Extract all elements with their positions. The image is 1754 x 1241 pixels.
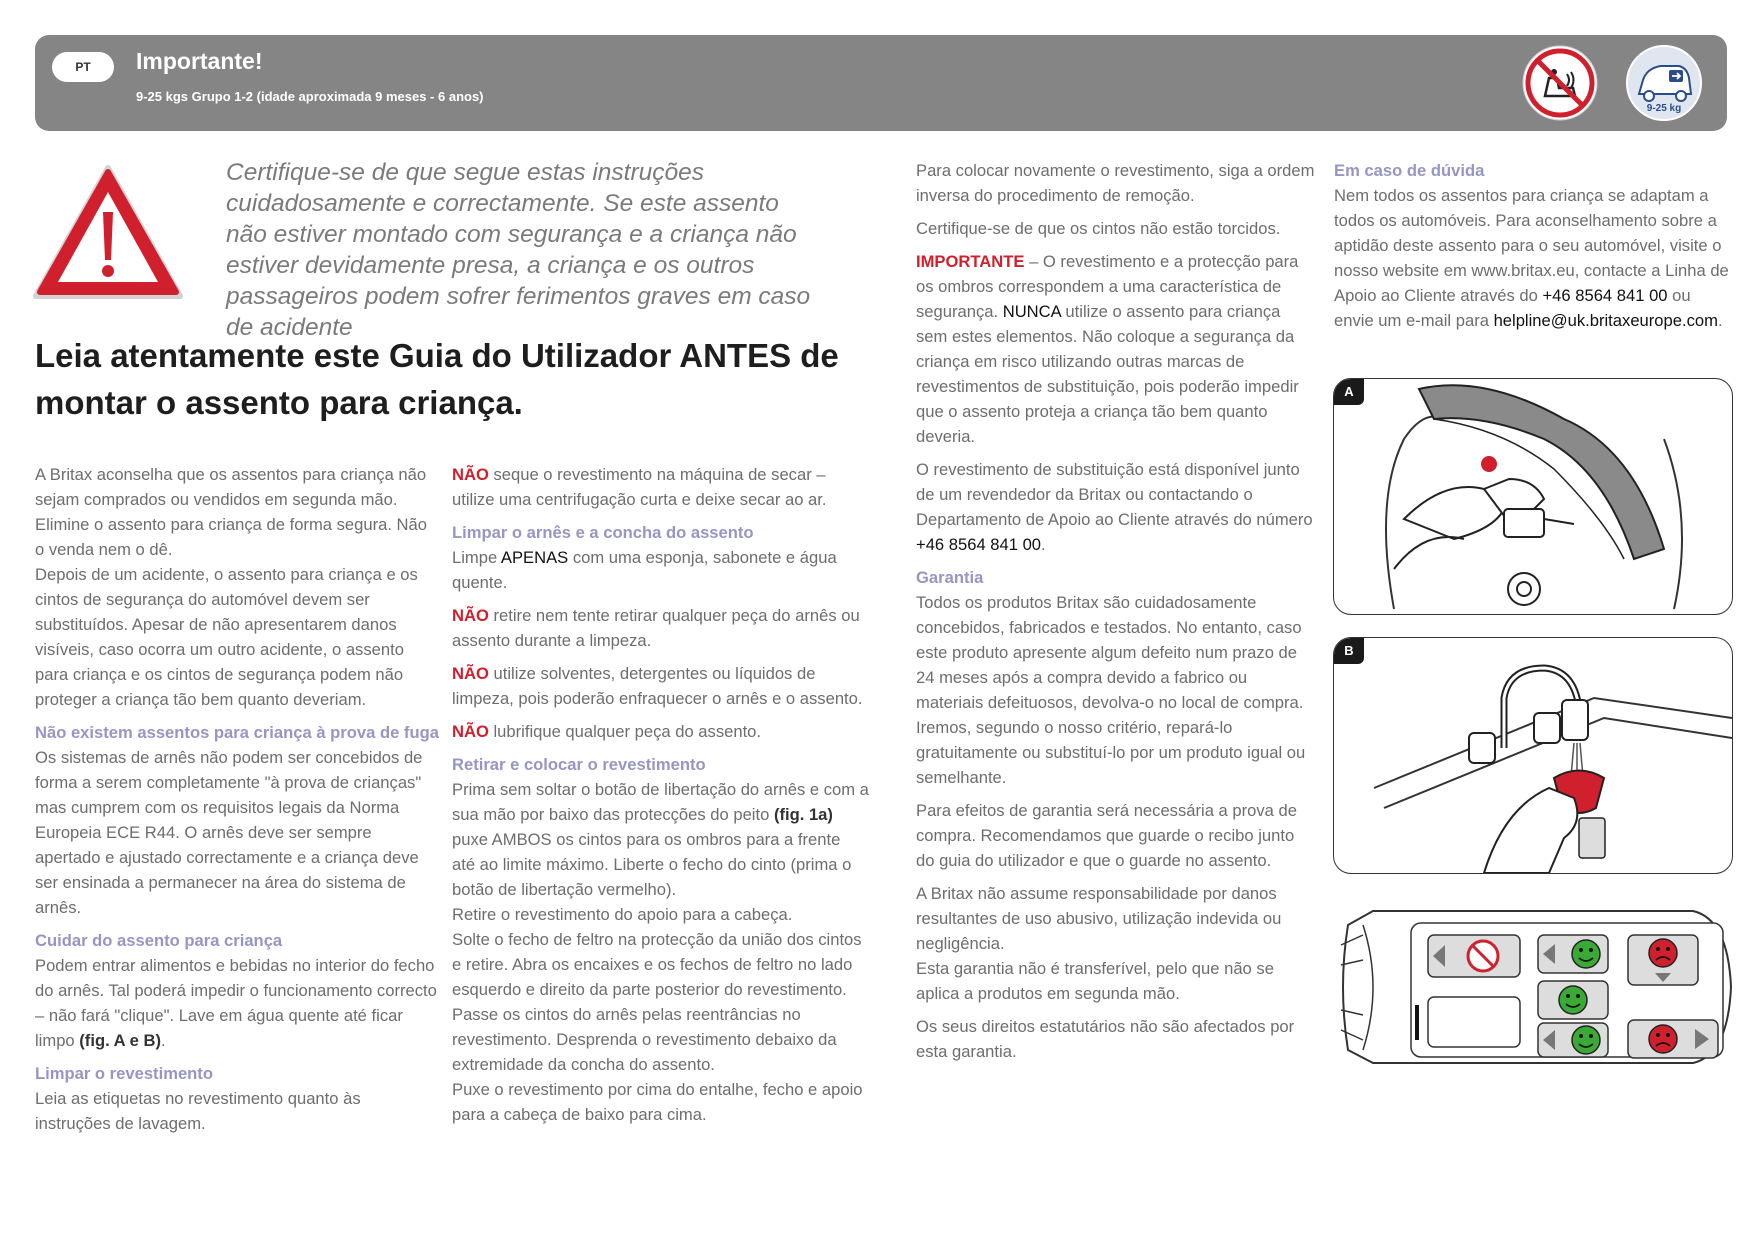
section-heading: Em caso de dúvida [1334, 161, 1485, 180]
figure-reference: (fig. 1a) [773, 805, 833, 824]
language-badge: PT [52, 52, 114, 82]
nao-emphasis: NÃO [452, 465, 489, 484]
col3-paragraph: Os seus direitos estatutários não são afectados por esta garantia. [916, 1017, 1295, 1061]
nao-emphasis: NÃO [452, 664, 489, 683]
nao-emphasis: NÃO [452, 606, 489, 625]
col3-paragraph: Para colocar novamente o revestimento, siga a ordem inversa do procedimento de remoção. [916, 161, 1315, 205]
col3-paragraph: Certifique-se de que os cintos não estão torcidos. [916, 219, 1281, 238]
col2-paragraph: Solte o fecho de feltro na protecção da união dos cintos e retire. Abra os encaixes e os fechos de feltro no lado esquerdo e direito da parte posterior do revestimento. Passe os cintos do arnês pelas reentrâncias no revestimento. Desprenda o revestimento debaixo da extremidade da concha do assento. [452, 930, 862, 1074]
col3-paragraph: Todos os produtos Britax são cuidadosamente concebidos, fabricados e testados. No entanto, caso este produto apresente algum defeito num prazo de 24 meses após a compra devido a fabrico ou materiais defeituosos, devolva-o no local de compra. Iremos, segundo o nosso critério, repará-lo gratuitamente ou substituí-lo por um produto igual ou semelhante. [916, 593, 1306, 787]
col2-paragraph: NÃO lubrifique qualquer peça do assento. [452, 722, 762, 741]
warning-statement: Certifique-se de que segue estas instruções cuidadosamente e correctamente. Se este assento não estiver montado com segurança e a criança não estiver devidamente presa, a criança e os outros passageiros podem sofrer ferimentos graves em caso de acidente [226, 159, 811, 341]
col1-paragraph: Leia as etiquetas no revestimento quanto às instruções de lavagem. [35, 1089, 361, 1133]
section-heading: Não existem assentos para criança à prova de fuga [35, 723, 439, 742]
weight-group-icon [1625, 44, 1703, 122]
col1-paragraph: Podem entrar alimentos e bebidas no interior do fecho do arnês. Tal poderá impedir o funcionamento correcto – não fará "clique". Lave em água quente até ficar limpo (fig. A e B). [35, 956, 437, 1050]
col3-paragraph: IMPORTANTE – O revestimento e a protecção para os ombros correspondem a uma característica de segurança. NUNCA utilize o assento para criança sem estes elementos. Não coloque a segurança da criança em risco utilizando outras marcas de revestimentos de substituição, pois poderão impedir que o assento proteja a criança tão bem quanto deveria. [916, 252, 1299, 446]
col2-paragraph: Puxe o revestimento por cima do entalhe, fecho e apoio para a cabeça de baixo para cima. [452, 1080, 863, 1124]
header-bar [35, 35, 1727, 131]
col1-paragraph: A Britax aconselha que os assentos para criança não sejam comprados ou vendidos em segunda mão. Elimine o assento para criança de forma segura. Não o venda nem o dê. [35, 465, 428, 559]
col2-paragraph: NÃO retire nem tente retirar qualquer peça do arnês ou assento durante a limpeza. [452, 606, 860, 650]
seating-position-diagram [1333, 905, 1733, 1070]
nao-emphasis: NÃO [452, 722, 489, 741]
col2-paragraph: Prima sem soltar o botão de libertação do arnês e com a sua mão por baixo das protecções do peito (fig. 1a) puxe AMBOS os cintos para os ombros para a frente [452, 780, 869, 849]
col3-paragraph: Esta garantia não é transferível, pelo que não se aplica a produtos em segunda mão. [916, 959, 1274, 1003]
warning-triangle-icon [32, 162, 184, 302]
col2-paragraph: Limpe APENAS com uma esponja, sabonete e água quente. [452, 548, 837, 592]
col3-paragraph: O revestimento de substituição está disponível junto de um revendedor da Britax ou contactando o Departamento de Apoio ao Cliente através do número +46 8564 841 00. [916, 460, 1313, 554]
col2-paragraph: até ao limite máximo. Liberte o fecho do cinto (prima o botão de libertação vermelho). [452, 855, 852, 899]
figure-a-illustration [1334, 379, 1732, 614]
column-4 [1334, 158, 1734, 341]
section-heading: Garantia [916, 568, 984, 587]
figure-b-illustration [1334, 638, 1732, 873]
column-1 [35, 462, 440, 1144]
col2-paragraph: NÃO utilize solventes, detergentes ou líquidos de limpeza, pois poderão enfraquecer o arnês e o assento. [452, 664, 863, 708]
figure-a-label: A [1334, 379, 1364, 405]
section-heading: Cuidar do assento para criança [35, 931, 283, 950]
col2-paragraph: Retire o revestimento do apoio para a cabeça. [452, 905, 793, 924]
column-3 [916, 158, 1316, 1072]
col4-paragraph: Nem todos os assentos para criança se adaptam a todos os automóveis. Para aconselhamento sobre a aptidão deste assento para o seu automóvel, visite o nosso website em www.britax.eu, contacte a Linha de Apoio ao Cliente através do +46 8564 841 00 ou envie um e-mail para helpline@uk.britaxeurope.com. [1334, 186, 1729, 330]
figure-b [1333, 637, 1733, 874]
col1-paragraph: Os sistemas de arnês não podem ser concebidos de forma a serem completamente "à prova de crianças" mas cumprem com os requisitos legais da Norma Europeia ECE R44. O arnês deve ser sempre apertado e ajustado correctamente e a criança deve ser ensinada a permanecer na área do sistema de arnês. [35, 748, 423, 917]
figure-b-label: B [1334, 638, 1364, 664]
figure-a [1333, 378, 1733, 615]
weight-badge-label: 9-25 kg [1646, 103, 1682, 114]
main-heading: Leia atentamente este Guia do Utilizador ANTES de montar o assento para criança. [35, 337, 839, 421]
email-address: helpline@uk.britaxeurope.com [1493, 311, 1718, 330]
col2-paragraph: NÃO seque o revestimento na máquina de secar – utilize uma centrifugação curta e deixe secar ao ar. [452, 465, 827, 509]
column-2 [452, 462, 872, 1127]
page-subtitle: 9-25 kgs Grupo 1-2 (idade aproximada 9 meses - 6 anos) [136, 89, 484, 104]
phone-number: +46 8564 841 00 [1542, 286, 1668, 305]
col3-paragraph: Para efeitos de garantia será necessária a prova de compra. Recomendamos que guarde o recibo junto do guia do utilizador e que o guarde no assento. [916, 801, 1297, 870]
col3-paragraph: A Britax não assume responsabilidade por danos resultantes de uso abusivo, utilização indevida ou negligência. [916, 884, 1282, 953]
page-title: Importante! [136, 48, 263, 74]
section-heading: Limpar o arnês e a concha do assento [452, 523, 754, 542]
section-heading: Limpar o revestimento [35, 1064, 213, 1083]
importante-emphasis: IMPORTANTE [916, 252, 1025, 271]
section-heading: Retirar e colocar o revestimento [452, 755, 706, 774]
phone-number: +46 8564 841 00 [916, 535, 1042, 554]
col1-paragraph: Depois de um acidente, o assento para criança e os cintos de segurança do automóvel devem ser substituídos. Apesar de não apresentarem danos visíveis, caso ocorra um outro acidente, o assento para criança e os cintos de segurança podem não proteger a criança tão bem quanto deveriam. [35, 565, 418, 709]
figure-reference: (fig. A e B) [79, 1031, 162, 1050]
no-airbag-icon [1521, 44, 1599, 122]
